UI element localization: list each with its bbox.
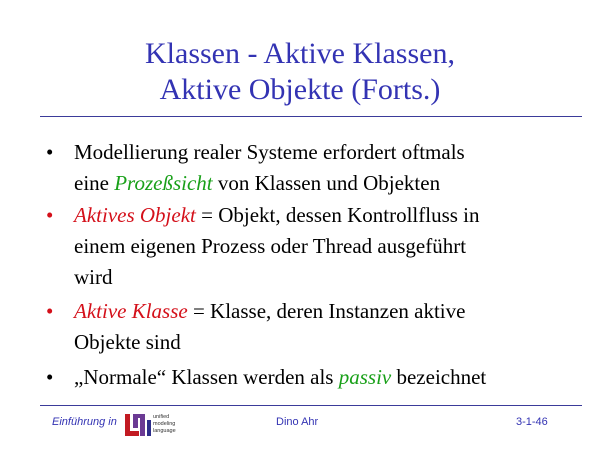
bullet-line: Modellierung realer Systeme erfordert oftmals bbox=[74, 140, 465, 164]
svg-text:modeling: modeling bbox=[153, 421, 176, 427]
text-span: von Klassen und Objekten bbox=[212, 171, 441, 195]
svg-text:language: language bbox=[153, 428, 176, 434]
footer-author: Dino Ahr bbox=[276, 416, 319, 428]
emphasis-term-aktives-objekt: Aktives Objekt bbox=[74, 203, 196, 227]
bullet-line bbox=[74, 168, 465, 199]
bullet-line: einem eigenen Prozess oder Thread ausgeführt bbox=[74, 234, 467, 258]
slide-title-line-2: Aktive Objekte (Forts.) bbox=[159, 73, 441, 106]
text-span: = Klasse, deren Instanzen aktive bbox=[187, 299, 466, 323]
bullet-line bbox=[74, 200, 480, 231]
bullet-line: wird bbox=[74, 265, 113, 289]
text-span: = Objekt, dessen Kontrollfluss in bbox=[195, 203, 480, 227]
footer-left-label: Einführung in bbox=[52, 416, 117, 428]
bullet-line bbox=[74, 362, 486, 393]
bullet-marker: • bbox=[46, 140, 54, 164]
text-span: bezeichnet bbox=[391, 365, 487, 389]
emphasis-term-prozesssicht: Prozeßsicht bbox=[114, 171, 213, 195]
bullet-line: Objekte sind bbox=[74, 330, 181, 354]
bullet-marker: • bbox=[46, 203, 54, 227]
bullet-marker: • bbox=[46, 299, 54, 323]
uml-logo-icon bbox=[124, 410, 184, 440]
svg-text:unified: unified bbox=[153, 414, 170, 420]
footer-divider bbox=[40, 405, 582, 406]
text-span: eine bbox=[74, 171, 115, 195]
slide-title-line-1: Klassen - Aktive Klassen, bbox=[145, 37, 455, 70]
emphasis-term-aktive-klasse: Aktive Klasse bbox=[74, 299, 188, 323]
bullet-marker: • bbox=[46, 365, 54, 389]
bullet-line bbox=[74, 296, 465, 327]
text-span: „Normale“ Klassen werden als bbox=[74, 365, 339, 389]
emphasis-term-passiv: passiv bbox=[338, 365, 392, 389]
footer-slide-number: 3-1-46 bbox=[516, 416, 548, 428]
